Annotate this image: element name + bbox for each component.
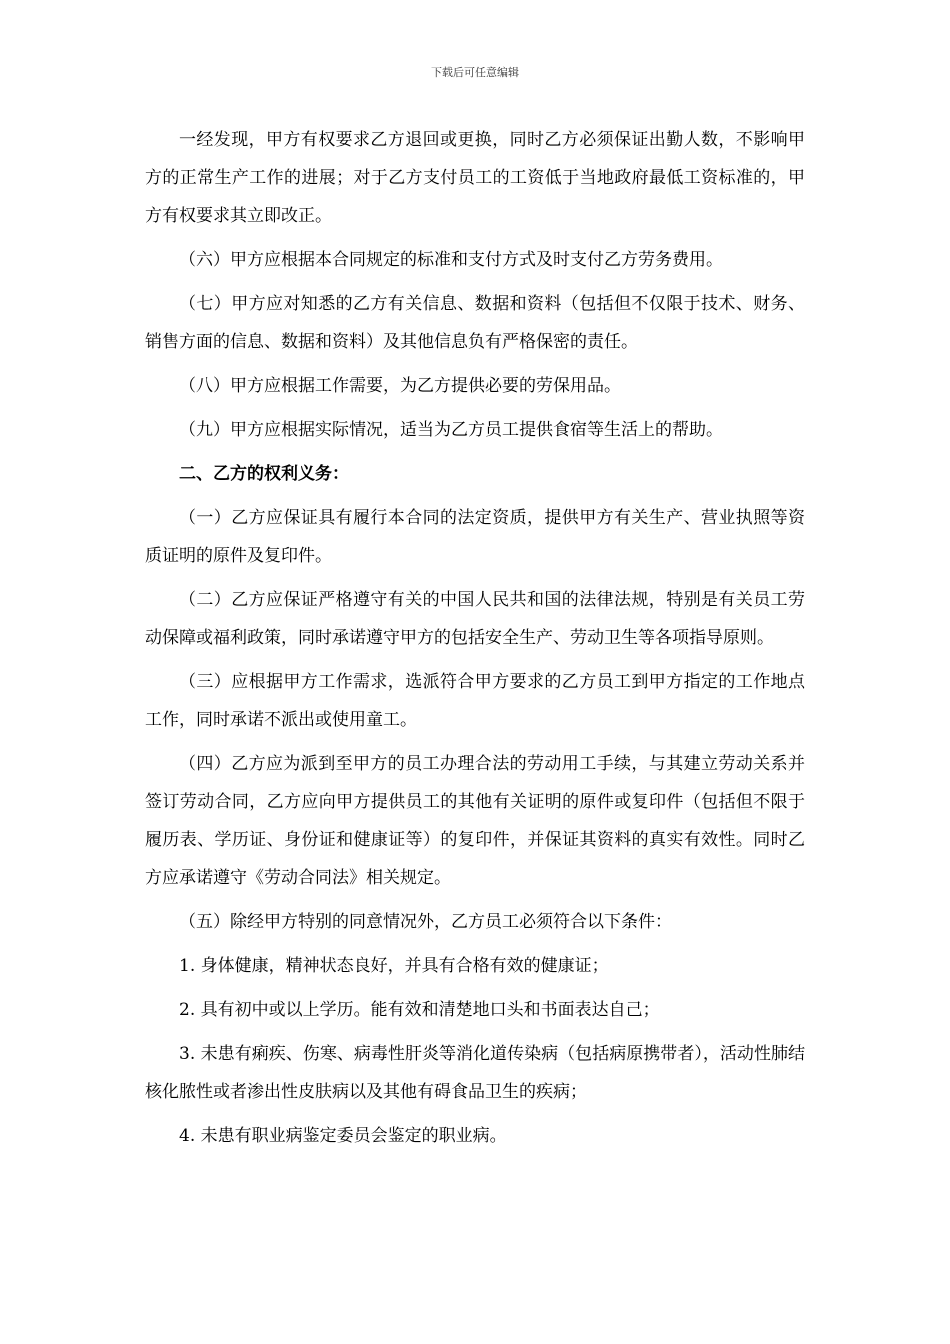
page-header: 下载后可任意编辑 (431, 66, 519, 79)
paragraph: （八）甲方应根据工作需要，为乙方提供必要的劳保用品。 (179, 376, 621, 396)
document-body (145, 121, 805, 1161)
paragraph: 一经发现，甲方有权要求乙方退回或更换，同时乙方必须保证出勤人数，不影响甲方的正常生产工作的进展；对于乙方支付员工的工资低于当地政府最低工资标准的，甲方有权要求其立即改正。 (145, 130, 805, 226)
paragraph: （七）甲方应对知悉的乙方有关信息、数据和资料（包括但不仅限于技术、财务、销售方面的信息、数据和资料）及其他信息负有严格保密的责任。 (145, 294, 805, 352)
paragraph: （一）乙方应保证具有履行本合同的法定资质，提供甲方有关生产、营业执照等资质证明的原件及复印件。 (145, 508, 805, 566)
list-item: 1. 身体健康，精神状态良好，并具有合格有效的健康证； (179, 956, 609, 976)
list-item: 2. 具有初中或以上学历。能有效和清楚地口头和书面表达自己； (179, 1000, 660, 1020)
paragraph: （四）乙方应为派到至甲方的员工办理合法的劳动用工手续，与其建立劳动关系并签订劳动合同，乙方应向甲方提供员工的其他有关证明的原件或复印件（包括但不限于履历表、学历证、身份证和健康证等）的复印件，并保证其资料的真实有效性。同时乙方应承诺遵守《劳动合同法》相关规定。 (145, 754, 805, 888)
list-item: 4. 未患有职业病鉴定委员会鉴定的职业病。 (179, 1126, 507, 1146)
list-item: 3. 未患有痢疾、伤寒、病毒性肝炎等消化道传染病（包括病原携带者），活动性肺结核化脓性或者渗出性皮肤病以及其他有碍食品卫生的疾病； (145, 1044, 805, 1102)
paragraph: （六）甲方应根据本合同规定的标准和支付方式及时支付乙方劳务费用。 (179, 250, 723, 270)
paragraph: （三）应根据甲方工作需求，选派符合甲方要求的乙方员工到甲方指定的工作地点工作，同时承诺不派出或使用童工。 (145, 672, 805, 730)
paragraph: （九）甲方应根据实际情况，适当为乙方员工提供食宿等生活上的帮助。 (179, 420, 723, 440)
paragraph: （五）除经甲方特别的同意情况外，乙方员工必须符合以下条件： (179, 912, 672, 932)
section-heading: 二、乙方的权利义务： (179, 464, 349, 484)
paragraph: （二）乙方应保证严格遵守有关的中国人民共和国的法律法规，特别是有关员工劳动保障或福利政策，同时承诺遵守甲方的包括安全生产、劳动卫生等各项指导原则。 (145, 590, 805, 648)
